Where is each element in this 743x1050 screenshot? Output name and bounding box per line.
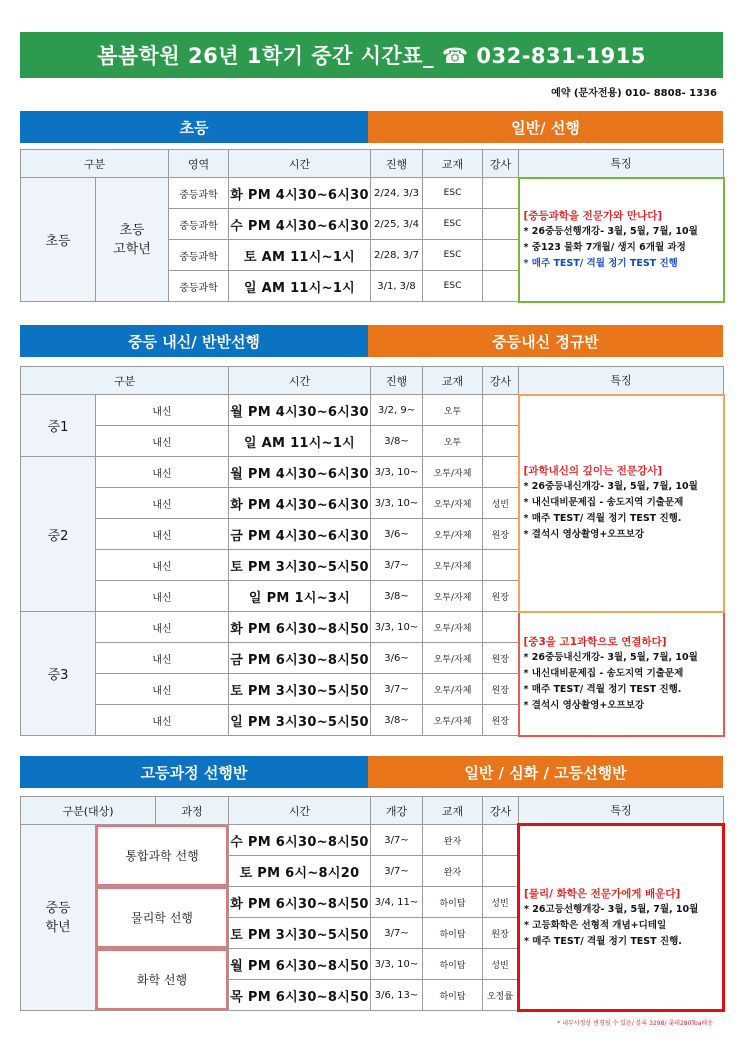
- time-cell: 토 PM 3시30~5시50: [229, 918, 371, 949]
- start-cell: 2/25, 3/4: [371, 209, 423, 240]
- start-cell: 3/8~: [371, 705, 423, 736]
- feature-line: * 매주 TEST/ 격월 정기 TEST 진행: [523, 257, 678, 269]
- type-cell: 내신: [96, 457, 229, 488]
- header-category: 구분(대상): [21, 797, 156, 825]
- group-label: 중1: [21, 395, 96, 457]
- section1-table: [20, 149, 725, 303]
- time-cell: 수 PM 6시30~8시50: [229, 825, 371, 856]
- type-cell: 내신: [96, 488, 229, 519]
- feature-line: * 고등화학은 선형적 개념+디테일: [524, 919, 667, 931]
- table-row: [21, 178, 724, 209]
- start-cell: 3/3, 10~: [371, 488, 423, 519]
- teacher-cell: 원장: [483, 705, 519, 736]
- header-area: 영역: [169, 150, 229, 178]
- teacher-cell: [483, 178, 519, 209]
- header-time: 시간: [229, 150, 371, 178]
- start-cell: 2/24, 3/3: [371, 178, 423, 209]
- time-cell: 토 AM 11시~1시: [229, 240, 371, 271]
- header-category: 구분: [21, 367, 229, 395]
- type-cell: 내신: [96, 519, 229, 550]
- area-cell: 중등과학: [169, 209, 229, 240]
- start-cell: 3/7~: [371, 856, 423, 887]
- section1-title: 초등: [20, 111, 368, 143]
- book-cell: ESC: [423, 178, 483, 209]
- feature-heading: [중3을 고1과학으로 연결하다]: [523, 635, 667, 648]
- section3-subtitle: 일반 / 심화 / 고등선행반: [368, 756, 723, 788]
- section3-title: 고등과정 선행반: [20, 756, 368, 788]
- area-cell: 중등과학: [169, 271, 229, 302]
- header-time: 시간: [229, 797, 371, 825]
- book-cell: 하이탑: [423, 980, 483, 1011]
- type-cell: 내신: [96, 581, 229, 612]
- book-cell: ESC: [423, 271, 483, 302]
- book-cell: 오투/자체: [423, 674, 483, 705]
- header-category: 구분: [21, 150, 169, 178]
- time-cell: 월 PM 4시30~6시30: [229, 457, 371, 488]
- header-teacher: 강사: [483, 367, 519, 395]
- start-cell: 3/6, 13~: [371, 980, 423, 1011]
- course-label: 물리학 선행: [96, 887, 229, 949]
- start-cell: 3/3, 10~: [371, 612, 423, 643]
- book-cell: ESC: [423, 240, 483, 271]
- teacher-cell: [483, 550, 519, 581]
- table-row: [21, 612, 724, 643]
- start-cell: 3/8~: [371, 581, 423, 612]
- feature-line: * 내신대비문제집 - 송도지역 기출문제: [523, 497, 684, 508]
- feature-line: * 26고등선행개강- 3월, 5월, 7월, 10월: [524, 903, 699, 915]
- book-cell: 하이탑: [423, 949, 483, 980]
- table-row: [21, 825, 724, 856]
- group-label: 중등 학년: [21, 825, 96, 1011]
- section2-subtitle: 중등내신 정규반: [368, 325, 723, 357]
- group-label: 초등: [21, 178, 96, 302]
- start-cell: 3/3, 10~: [371, 457, 423, 488]
- time-cell: 화 PM 4시30~6시30: [229, 488, 371, 519]
- header-book: 교재: [423, 797, 483, 825]
- teacher-cell: [483, 271, 519, 302]
- feature-box: [519, 395, 724, 612]
- teacher-cell: 원장: [483, 918, 519, 949]
- section2-table: [20, 366, 725, 737]
- header-feature: 특징: [519, 367, 724, 395]
- area-cell: 중등과학: [169, 178, 229, 209]
- teacher-cell: [483, 426, 519, 457]
- course-label: 통합과학 선행: [96, 825, 229, 887]
- time-cell: 일 PM 1시~3시: [229, 581, 371, 612]
- book-cell: ESC: [423, 209, 483, 240]
- feature-line: * 매주 TEST/ 격월 정기 TEST 진행.: [523, 513, 682, 524]
- start-cell: 3/6~: [371, 519, 423, 550]
- book-cell: 오투/자체: [423, 705, 483, 736]
- book-cell: 하이탑: [423, 918, 483, 949]
- page-title: 봄봄학원 26년 1학기 중간 시간표_ ☎ 032-831-1915: [20, 32, 723, 78]
- header-start: 개강: [371, 797, 423, 825]
- time-cell: 토 PM 6시~8시20: [229, 856, 371, 887]
- feature-line: * 결석시 영상촬영+오프보강: [523, 529, 645, 540]
- group-label: 중3: [21, 612, 96, 736]
- teacher-cell: 원장: [483, 674, 519, 705]
- time-cell: 일 PM 3시30~5시50: [229, 705, 371, 736]
- type-cell: 내신: [96, 426, 229, 457]
- time-cell: 금 PM 6시30~8시50: [229, 643, 371, 674]
- start-cell: 3/3, 10~: [371, 949, 423, 980]
- start-cell: 3/7~: [371, 918, 423, 949]
- book-cell: 오투/자체: [423, 581, 483, 612]
- book-cell: 완자: [423, 856, 483, 887]
- start-cell: 3/8~: [371, 426, 423, 457]
- time-cell: 수 PM 4시30~6시30: [229, 209, 371, 240]
- start-cell: 3/2, 9~: [371, 395, 423, 426]
- teacher-cell: 성빈: [483, 488, 519, 519]
- section2-title: 중등 내신/ 반반선행: [20, 325, 368, 357]
- teacher-cell: [483, 395, 519, 426]
- time-cell: 일 AM 11시~1시: [229, 271, 371, 302]
- type-cell: 내신: [96, 643, 229, 674]
- section3-band: [20, 756, 723, 788]
- feature-heading: [과학내신의 깊이는 전문강사]: [523, 465, 663, 477]
- start-cell: 3/6~: [371, 643, 423, 674]
- time-cell: 토 PM 3시30~5시50: [229, 674, 371, 705]
- time-cell: 화 PM 6시30~8시50: [229, 612, 371, 643]
- header-book: 교재: [423, 150, 483, 178]
- time-cell: 화 PM 6시30~8시50: [229, 887, 371, 918]
- header-progress: 진행: [371, 367, 423, 395]
- teacher-cell: 원장: [483, 519, 519, 550]
- feature-line: * 매주 TEST/ 격월 정기 TEST 진행.: [523, 683, 682, 695]
- section1-band: [20, 111, 723, 143]
- feature-line: * 26중등내신개강- 3월, 5월, 7월, 10월: [523, 481, 698, 492]
- feature-line: * 매주 TEST/ 격월 정기 TEST 진행.: [524, 935, 682, 947]
- time-cell: 토 PM 3시30~5시50: [229, 550, 371, 581]
- book-cell: 완자: [423, 825, 483, 856]
- start-cell: 3/7~: [371, 550, 423, 581]
- header-teacher: 강사: [483, 150, 519, 178]
- book-cell: 오투: [423, 426, 483, 457]
- type-cell: 내신: [96, 705, 229, 736]
- teacher-cell: 성빈: [483, 949, 519, 980]
- type-cell: 내신: [96, 674, 229, 705]
- book-cell: 오투/자체: [423, 643, 483, 674]
- feature-line: * 결석시 영상촬영+오프보강: [523, 699, 645, 711]
- section3-table: [20, 796, 725, 1012]
- book-cell: 하이탑: [423, 887, 483, 918]
- start-cell: 2/28, 3/7: [371, 240, 423, 271]
- header-book: 교재: [423, 367, 483, 395]
- start-cell: 3/1, 3/8: [371, 271, 423, 302]
- type-cell: 내신: [96, 550, 229, 581]
- feature-heading: [물리/ 화학은 전문가에게 배운다]: [524, 887, 681, 900]
- header-feature: 특징: [519, 797, 724, 825]
- book-cell: 오투/자체: [423, 550, 483, 581]
- feature-box: [519, 825, 724, 1011]
- course-label: 화학 선행: [96, 949, 229, 1011]
- feature-box: [519, 178, 724, 302]
- type-cell: 내신: [96, 395, 229, 426]
- section2-band: [20, 325, 723, 357]
- teacher-cell: [483, 825, 519, 856]
- teacher-cell: [483, 856, 519, 887]
- feature-line: * 중123 물화 7개월/ 생지 6개월 과정: [523, 241, 686, 253]
- book-cell: 오투/자체: [423, 612, 483, 643]
- table-row: [21, 395, 724, 426]
- book-cell: 오투/자체: [423, 457, 483, 488]
- footnote: * 내부사정상 변경될 수 있음/ 블록 3298/ 롯데280Toa배송: [557, 1020, 713, 1027]
- header-course: 과정: [156, 797, 229, 825]
- feature-heading: [중등과학을 전문가와 만나다]: [523, 209, 663, 222]
- type-cell: 내신: [96, 612, 229, 643]
- feature-box: [519, 612, 724, 736]
- header-time: 시간: [229, 367, 371, 395]
- feature-line: * 26중등선행개강- 3월, 5월, 7월, 10월: [523, 225, 698, 237]
- book-cell: 오투/자체: [423, 519, 483, 550]
- start-cell: 3/7~: [371, 674, 423, 705]
- teacher-cell: [483, 457, 519, 488]
- start-cell: 3/7~: [371, 825, 423, 856]
- time-cell: 목 PM 6시30~8시50: [229, 980, 371, 1011]
- time-cell: 일 AM 11시~1시: [229, 426, 371, 457]
- teacher-cell: [483, 612, 519, 643]
- time-cell: 월 PM 6시30~8시50: [229, 949, 371, 980]
- header-progress: 진행: [371, 150, 423, 178]
- header-feature: 특징: [519, 150, 724, 178]
- teacher-cell: 오정률: [483, 980, 519, 1011]
- teacher-cell: 원장: [483, 643, 519, 674]
- feature-line: * 내신대비문제집 - 송도지역 기출문제: [523, 667, 684, 679]
- teacher-cell: 성빈: [483, 887, 519, 918]
- header-teacher: 강사: [483, 797, 519, 825]
- book-cell: 오투/자체: [423, 488, 483, 519]
- book-cell: 오투: [423, 395, 483, 426]
- time-cell: 화 PM 4시30~6시30: [229, 178, 371, 209]
- subgroup-label: 초등 고학년: [96, 178, 169, 302]
- time-cell: 금 PM 4시30~6시30: [229, 519, 371, 550]
- start-cell: 3/4, 11~: [371, 887, 423, 918]
- teacher-cell: 원장: [483, 581, 519, 612]
- area-cell: 중등과학: [169, 240, 229, 271]
- time-cell: 월 PM 4시30~6시30: [229, 395, 371, 426]
- group-label: 중2: [21, 457, 96, 612]
- teacher-cell: [483, 209, 519, 240]
- section1-subtitle: 일반/ 선행: [368, 111, 723, 143]
- teacher-cell: [483, 240, 519, 271]
- feature-line: * 26중등내신개강- 3월, 5월, 7월, 10월: [523, 651, 698, 663]
- reservation-note: 예약 (문자전용) 010- 8808- 1336: [551, 88, 717, 99]
